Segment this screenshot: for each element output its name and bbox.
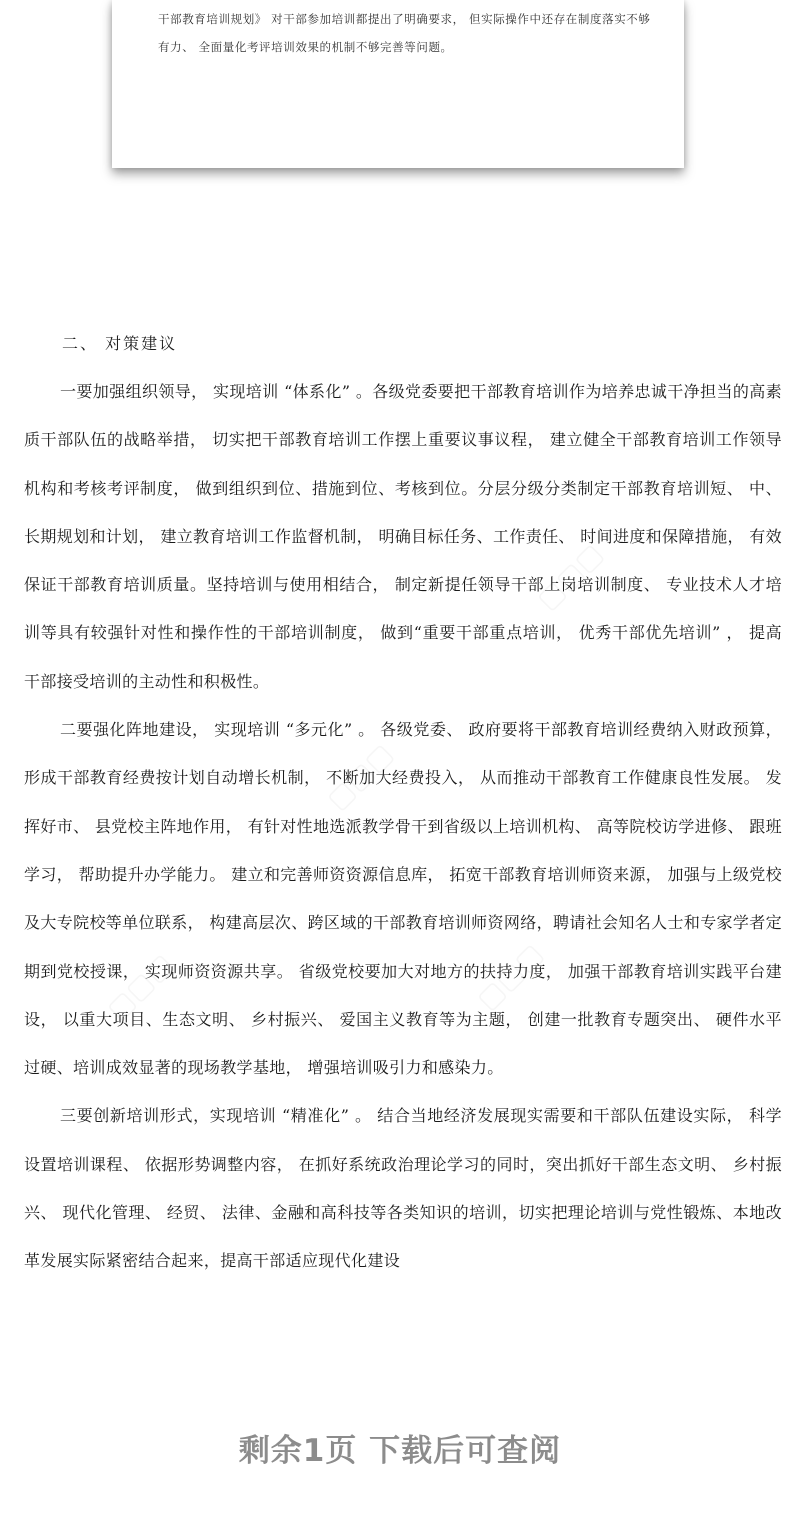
document-body bbox=[24, 326, 782, 1286]
watermark-graphic: ▢▢▢ bbox=[99, 946, 180, 1027]
preview-page-card bbox=[112, 0, 684, 168]
paragraph-1: 一要加强组织领导， 实现培训 “体系化” 。各级党委要把干部教育培训作为培养忠诚干净担当的高素质干部队伍的战略举措， 切实把干部教育培训工作摆上重要议事议程， 建立健全干部教育培训工作领导机构和考核考评制度， 做到组织到位、措施到位、考核到位。分层分级分类制定干部教育培训短、 中、长期规划和计划， 建立教育培训工作监督机制， 明确目标任务、工作责任、 时间进度和保障措施， 有效保证干部教育培训质量。坚持培训与使用相结合， 制定新提任领导干部上岗培训制度、 专业技术人才培训等具有较强针对性和操作性的干部培训制度， 做到“重要干部重点培训， 优秀干部优先培训” ， 提高干部接受培训的主动性和积极性。 bbox=[24, 382, 782, 691]
remaining-pages-notice[interactable]: 剩余1页 下载后可查阅 bbox=[238, 1433, 562, 1469]
watermark-graphic: ▢▢▢ bbox=[529, 536, 610, 617]
preview-card-line-1: 干部教育培训规划》 对干部参加培训都提出了明确要求， 但实际操作中还存在制度落实不够 bbox=[158, 12, 651, 26]
paragraph-2: 二要强化阵地建设， 实现培训 “多元化” 。 各级党委、 政府要将干部教育培训经费纳入财政预算， 形成干部教育经费按计划自动增长机制， 不断加大经费投入， 从而推动干部教育工作健康良性发展。 发挥好市、 县党校主阵地作用， 有针对性地选派教学骨干到省级以上培训机构、 高等院校访学进修、 跟班学习， 帮助提升办学能力。 建立和完善师资资源信息库， 拓宽干部教育培训师资来源， 加强与上级党校及大专院校等单位联系， 构建高层次、跨区域的干部教育培训师资网络，聘请社会知名人士和专家学者定期到党校授课， 实现师资资源共享。 省级党校要加大对地方的扶持力度， 加强干部教育培训实践平台建设， 以重大项目、生态文明、 乡村振兴、 爱国主义教育等为主题， 创建一批教育专题突出、 硬件水平过硬、培训成效显著的现场教学基地， 增强培训吸引力和感染力。 bbox=[24, 720, 782, 1078]
paragraph-3: 三要创新培训形式，实现培训 “精准化” 。 结合当地经济发展现实需要和干部队伍建设实际， 科学设置培训课程、 依据形势调整内容， 在抓好系统政治理论学习的同时，突出抓好干部生态文明、 乡村振兴、 现代化管理、 经贸、 法律、金融和高科技等各类知识的培训，切实把理论培训与党性锻炼、本地改革发展实际紧密结合起来，提高干部适应现代化建设 bbox=[24, 1106, 782, 1271]
preview-card-line-2: 有力、 全面量化考评培训效果的机制不够完善等问题。 bbox=[158, 40, 453, 54]
watermark-graphic: ▢▢▢ bbox=[319, 736, 400, 817]
section-heading: 二、 对策建议 bbox=[62, 334, 178, 353]
watermark-graphic: ▢▢▢ bbox=[469, 936, 550, 1017]
